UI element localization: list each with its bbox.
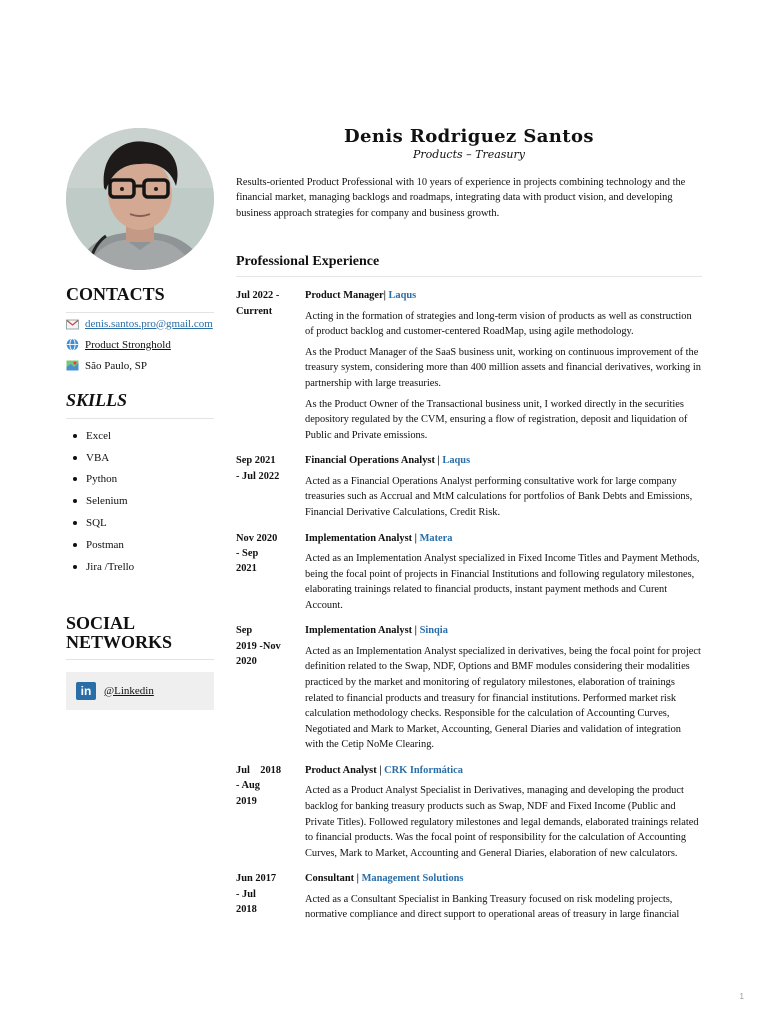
job-date: Jul 2022 - Current	[236, 290, 280, 317]
company-name: Laqus	[439, 455, 471, 467]
job-entry	[236, 453, 702, 520]
skill-item: VBA	[66, 447, 214, 469]
job-entry	[236, 763, 702, 861]
social-heading: SOCIAL NETWORKS	[66, 614, 214, 660]
company-name: CRK Informática	[381, 764, 463, 776]
globe-icon	[66, 338, 79, 351]
job-date: Jul 2018 - Aug 2019	[236, 764, 282, 807]
job-paragraph: Acted as an Implementation Analyst specialized in derivatives, being the focal point for project definition related to the Swap, NDF, Options and BMF modules considering their modalities practiced by the market and monitoring of regulatory milestones, elaboration of trainings related to financial products and treasury for financial institutions. Performed market risk calculation methodology checks. Responsible for the calculation of Accounting Curves, Negotiated and Mark to Market, Accounting, General Diaries and validation of integration with the Cetip NoMe Clearing.	[305, 645, 701, 751]
summary: Results-oriented Product Professional with 10 years of experience in projects combining technology and the financial market, managing backlogs and roadmaps, integrating data with product vision, and developing business approach strategies for company and business growth.	[236, 177, 686, 219]
contact-location	[66, 355, 214, 376]
bullet-icon	[73, 543, 77, 547]
candidate-subtitle: Products – Treasury	[413, 148, 525, 161]
job-title: Implementation Analyst | Sinqia	[305, 625, 448, 637]
website-link[interactable]: Product Stronghold	[85, 338, 171, 351]
social-linkedin[interactable]	[66, 672, 214, 710]
job-paragraph: Acted as an Implementation Analyst specialized in Fixed Income Titles and Payment Methods, being the focal point of projects in Financial Institutions and following regulatory milestones, elaborating trainings related to financial products, instant payment methods and Curent Account.	[305, 552, 700, 611]
job-body	[305, 453, 702, 520]
bullet-icon	[73, 434, 77, 438]
email-link[interactable]: denis.santos.pro@gmail.com	[85, 317, 213, 330]
job-title: Financial Operations Analyst | Laqus	[305, 455, 471, 467]
profile-photo	[66, 128, 214, 270]
contacts-heading: CONTACTS	[66, 284, 214, 313]
company-name: Management Solutions	[358, 873, 464, 885]
bullet-icon	[73, 477, 77, 481]
bullet-icon	[73, 499, 77, 503]
avatar-illustration	[66, 128, 214, 270]
page-number: 1	[739, 992, 744, 1001]
job-entry	[236, 288, 702, 443]
bullet-icon	[73, 456, 77, 460]
linkedin-icon: in	[76, 682, 96, 700]
job-date: Jun 2017 - Jul 2018	[236, 873, 277, 916]
experience-heading: Professional Experience	[236, 254, 702, 277]
skill-item: Selenium	[66, 490, 214, 512]
contact-website[interactable]	[66, 334, 214, 355]
skill-item: Jira /Trello	[66, 556, 214, 578]
job-paragraph: Acting in the formation of strategies and long-term vision of products as well as construction of product backlog and customer-centered RoadMap, using agile methodology.	[305, 310, 692, 338]
job-entry	[236, 531, 702, 614]
job-body	[305, 288, 702, 443]
job-date: Sep 2019 -Nov 2020	[236, 625, 281, 668]
main-content	[236, 126, 702, 933]
skill-item: SQL	[66, 512, 214, 534]
job-body	[305, 871, 702, 923]
company-name: Sinqia	[416, 625, 448, 637]
job-title: Implementation Analyst | Matera	[305, 532, 453, 544]
sidebar	[66, 128, 214, 710]
bullet-icon	[73, 521, 77, 525]
job-title: Consultant | Management Solutions	[305, 873, 464, 885]
job-date: Nov 2020 - Sep 2021	[236, 532, 278, 575]
contact-email[interactable]	[66, 313, 214, 334]
job-date: Sep 2021 - Jul 2022	[236, 455, 280, 482]
company-name: Matera	[416, 532, 453, 544]
skills-list	[66, 425, 214, 578]
job-paragraph: As the Product Manager of the SaaS business unit, working on continuous improvement of the treasury system, considering more than 400 million assets and financial derivatives, working in partnership with large treasuries.	[305, 346, 701, 389]
linkedin-link[interactable]: @Linkedin	[104, 684, 154, 697]
job-paragraph: Acted as a Product Analyst Specialist in Derivatives, managing and developing the product backlog for banking treasury products such as Swap, NDF and Fixed Income (Public and Private Titles). Followed regulatory milestones and legal demands, elaborated trainings related to financial products. Was the focal point of responsibility for the calculation of Accounting Curves, Mark to Market, Accounting and General Diaries, elaboration of new calculators.	[305, 785, 699, 859]
job-title: Product Manager| Laqus	[305, 290, 417, 302]
email-icon	[66, 317, 79, 330]
location-text: São Paulo, SP	[85, 359, 148, 372]
job-paragraph: As the Product Owner of the Transactional business unit, I worked directly in the securities depository regulated by the CVM, ensuring a flow of registration, deposit and liquidation of Public and Private emissions.	[305, 398, 688, 441]
job-title: Product Analyst | CRK Informática	[305, 764, 463, 776]
candidate-name: Denis Rodriguez Santos	[344, 126, 594, 147]
map-icon	[66, 359, 79, 372]
skills-heading: SKILLS	[66, 390, 214, 419]
skill-item: Python	[66, 469, 214, 491]
job-body	[305, 623, 702, 753]
job-entry	[236, 623, 702, 753]
job-body	[305, 531, 702, 614]
job-paragraph: Acted as a Financial Operations Analyst performing consultative work for large company treasuries such as Accrual and MtM calculations for portfolios of Bank Debts and Emissions, Financial Derivative Calculations, Credit Risk.	[305, 475, 693, 518]
skill-item: Postman	[66, 534, 214, 556]
bullet-icon	[73, 565, 77, 569]
job-body	[305, 763, 702, 861]
job-paragraph: Acted as a Consultant Specialist in Banking Treasury focused on risk modeling projects, normative compliance and direct support to operational areas of treasury in large financial	[305, 893, 680, 921]
skill-item: Excel	[66, 425, 214, 447]
job-entry	[236, 871, 702, 923]
experience-list	[236, 288, 702, 923]
company-name: Laqus	[385, 290, 417, 302]
